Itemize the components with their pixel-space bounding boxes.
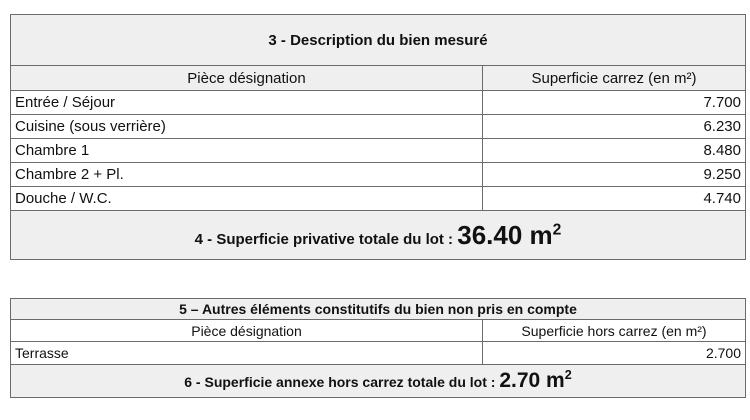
table-header-row [11,320,746,342]
total-private-value [457,220,561,250]
room-name: Douche / W.C. [11,187,483,211]
table-row [11,139,746,163]
total-annex-number: 2.70 m [499,369,565,392]
room-name: Terrasse [11,342,483,365]
table-row [11,163,746,187]
room-name: Entrée / Séjour [11,91,483,115]
table-row [11,115,746,139]
section-3-title: 3 - Description du bien mesuré [11,15,746,66]
table-row [11,342,746,365]
total-annex-value [499,369,571,392]
total-private-number: 36.40 m [457,219,553,250]
room-surface: 9.250 [483,163,746,187]
total-annex-label: 6 - Superficie annexe hors carrez totale du lot : [184,374,500,390]
room-surface: 4.740 [483,187,746,211]
column-header-surface: Superficie hors carrez (en m²) [483,320,746,342]
table-row [11,187,746,211]
column-header-piece: Pièce désignation [11,320,483,342]
total-private-label: 4 - Superficie privative totale du lot : [194,230,458,248]
table-header-row [11,66,746,91]
other-elements-table [10,298,746,398]
room-name: Chambre 2 + Pl. [11,163,483,187]
table-row [11,91,746,115]
room-surface: 7.700 [483,91,746,115]
room-surface: 8.480 [483,139,746,163]
unit-superscript: 2 [552,220,562,238]
room-name: Cuisine (sous verrière) [11,115,483,139]
room-surface: 2.700 [483,342,746,365]
section-5-title: 5 – Autres éléments constitutifs du bien non pris en compte [11,299,746,320]
column-header-piece: Pièce désignation [11,66,483,91]
room-surface: 6.230 [483,115,746,139]
room-name: Chambre 1 [11,139,483,163]
total-private-surface [11,211,746,260]
unit-superscript: 2 [564,368,572,382]
column-header-surface: Superficie carrez (en m²) [483,66,746,91]
description-table [10,14,746,260]
total-annex-surface [11,365,746,398]
